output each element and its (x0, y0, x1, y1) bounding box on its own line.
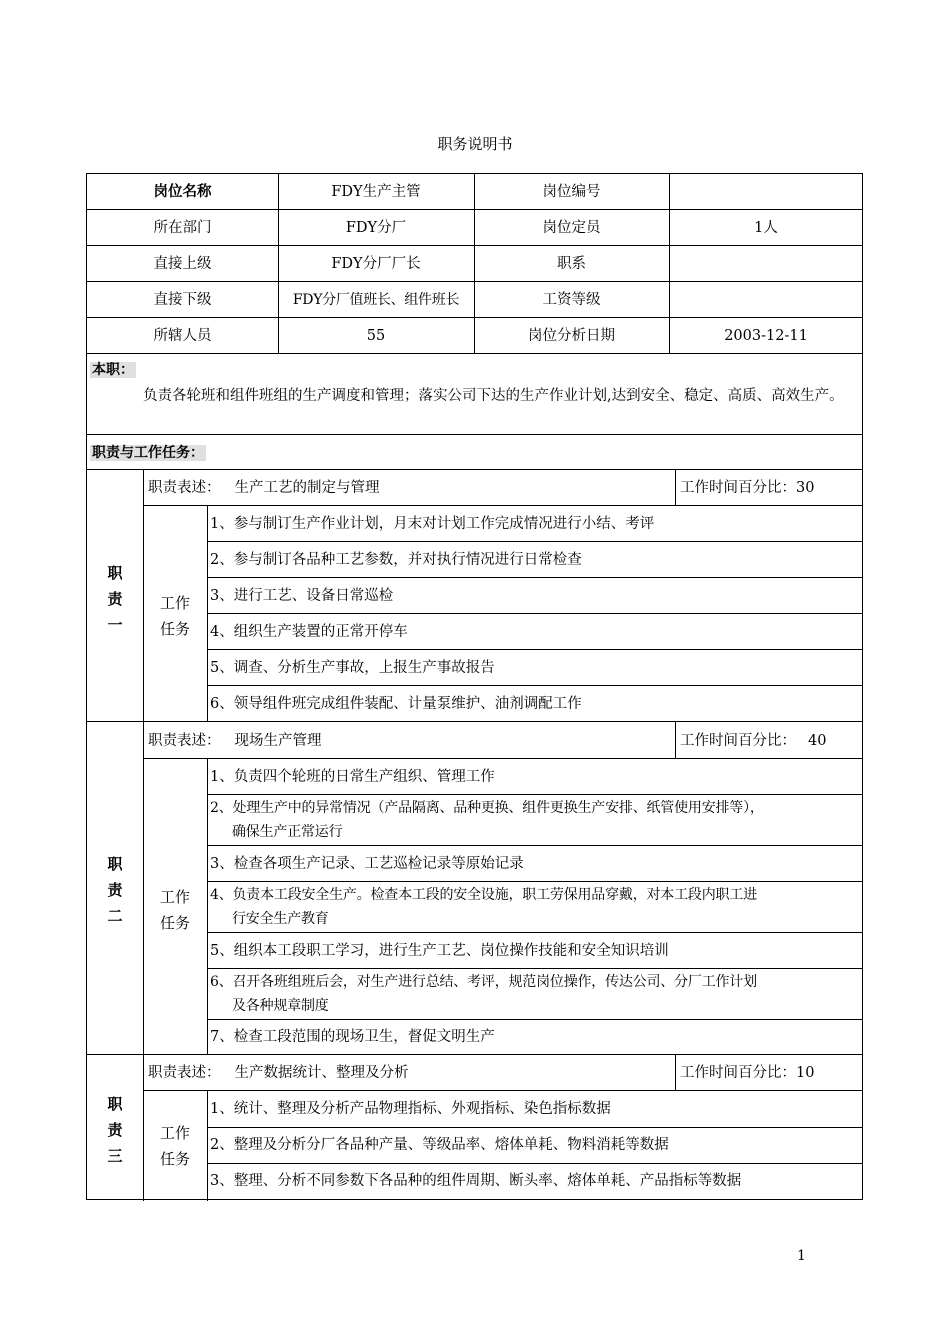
value-job-series (669, 246, 863, 282)
duty-2-desc-value: 现场生产管理 (234, 732, 322, 749)
work-label: 工作 (159, 888, 190, 906)
value-position-id (669, 174, 863, 210)
duty-3-task-3: 3、整理、分析不同参数下各品种的组件周期、断头率、熔体单耗、产品指标等数据 (210, 1173, 742, 1189)
duty-3-work-task-label (143, 1120, 207, 1172)
duty-2-task-4 (207, 883, 863, 931)
work-label: 工作 (159, 594, 190, 612)
value-analysis-date: 2003-12-11 (724, 328, 808, 344)
duty-2-char-1: 职 (107, 855, 123, 873)
duty-2-task-2-line2: 确保生产正常运行 (232, 824, 343, 840)
duty-1-task-5: 5、调查、分析生产事故，上报生产事故报告 (210, 660, 495, 676)
value-department: FDY分厂 (345, 220, 407, 236)
duty-2-task-4-line1: 4、负责本工段安全生产。检查本工段的安全设施，职工劳保用品穿戴，对本工段内职工进 (210, 887, 757, 903)
summary-text: 负责各轮班和组件班组的生产调度和管理；落实公司下达的生产作业计划,达到安全、稳定、高质、高效生产。 (143, 388, 844, 404)
duty-2-task-4-line2: 行安全生产教育 (232, 911, 329, 927)
duty-1-char-2: 责 (107, 590, 123, 608)
duty-2-task-6-line1: 6、召开各班组班后会，对生产进行总结、考评，规范岗位操作，传达公司、分厂工作计划 (210, 974, 757, 990)
duty-3-name (87, 1091, 143, 1169)
duty-2-task-6-line2: 及各种规章制度 (232, 998, 329, 1014)
duty-3-char-2: 责 (107, 1121, 123, 1139)
duty-3-pct-label: 工作时间百分比： (680, 1065, 796, 1081)
summary-heading-wrap (90, 360, 136, 380)
duty-3-char-1: 职 (107, 1095, 123, 1113)
duty-1-task-6: 6、领导组件班完成组件装配、计量泵维护、油剂调配工作 (210, 696, 582, 712)
duty-1-desc-value: 生产工艺的制定与管理 (234, 480, 380, 496)
label-salary-grade: 工资等级 (542, 292, 601, 308)
task-label: 任务 (159, 1150, 190, 1168)
duty-2-task-2-line1: 2、处理生产中的异常情况（产品隔离、品种更换、组件更换生产安排、纸管使用安排等）， (210, 800, 764, 816)
duty-2-task-3: 3、检查各项生产记录、工艺巡检记录等原始记录 (210, 856, 524, 872)
duty-1-task-4: 4、组织生产装置的正常开停车 (210, 624, 408, 640)
label-staff-count: 所辖人员 (153, 328, 212, 344)
duty-2-task-6 (207, 970, 863, 1018)
duty-1-task-2: 2、参与制订各品种工艺参数，并对执行情况进行日常检查 (210, 552, 582, 568)
duty-1-char-3: 一 (107, 616, 123, 634)
duty-1-task-1: 1、参与制订生产作业计划，月末对计划工作完成情况进行小结、考评 (210, 516, 655, 532)
duty-3-description (143, 1055, 675, 1091)
duty-1-task-3: 3、进行工艺、设备日常巡检 (210, 588, 394, 604)
duties-heading-wrap (90, 443, 206, 463)
duty-1-pct-label: 工作时间百分比： (680, 480, 796, 496)
label-headcount: 岗位定员 (542, 220, 601, 236)
duty-2-task-7: 7、检查工段范围的现场卫生，督促文明生产 (210, 1029, 495, 1045)
duty-3-char-3: 三 (107, 1147, 123, 1165)
duty-2-task-5: 5、组织本工段职工学习，进行生产工艺、岗位操作技能和安全知识培训 (210, 943, 669, 959)
duties-heading: 职责与工作任务： (92, 445, 204, 461)
label-direct-subordinates: 直接下级 (153, 292, 212, 308)
label-position-id: 岗位编号 (542, 184, 601, 200)
value-headcount: 1人 (754, 220, 778, 236)
label-department: 所在部门 (153, 220, 212, 236)
duty-3-time-pct (675, 1055, 863, 1091)
duty-2-char-2: 责 (107, 881, 123, 899)
value-salary-grade (669, 282, 863, 318)
label-direct-supervisor: 直接上级 (153, 256, 212, 272)
duty-2-description (143, 722, 675, 759)
duty-2-task-2 (207, 796, 863, 844)
duty-1-name (87, 560, 143, 638)
duty-1-desc-label: 职责表述： (148, 480, 221, 496)
duty-1-char-1: 职 (107, 564, 123, 582)
label-analysis-date: 岗位分析日期 (528, 328, 615, 344)
duty-3-desc-value: 生产数据统计、整理及分析 (234, 1065, 409, 1081)
value-direct-supervisor: FDY分厂厂长 (331, 256, 421, 272)
duty-1-pct-value: 30 (796, 480, 815, 496)
duty-1-time-pct (675, 470, 863, 506)
duty-2-char-3: 二 (107, 907, 123, 925)
duty-2-desc-label: 职责表述： (148, 732, 221, 749)
duty-2-pct-value: 40 (808, 732, 827, 749)
duty-2-name (87, 851, 143, 929)
duty-3-pct-value: 10 (796, 1065, 815, 1081)
duty-3-desc-label: 职责表述： (148, 1065, 221, 1081)
label-job-series: 职系 (557, 256, 586, 272)
job-description-table (86, 173, 863, 1200)
duty-1-description (143, 470, 675, 506)
duty-2-pct-label: 工作时间百分比： (680, 732, 796, 749)
summary-heading: 本职： (92, 362, 134, 378)
duty-2-task-1: 1、负责四个轮班的日常生产组织、管理工作 (210, 769, 495, 785)
duty-2-time-pct (675, 722, 863, 759)
value-position-name: FDY生产主管 (331, 184, 421, 200)
document-title: 职务说明书 (437, 135, 513, 153)
page-number: 1 (797, 1248, 806, 1264)
work-label: 工作 (159, 1124, 190, 1142)
duty-2-work-task-label (143, 884, 207, 936)
duty-3-task-2: 2、整理及分析分厂各品种产量、等级品率、熔体单耗、物料消耗等数据 (210, 1137, 669, 1153)
value-direct-subordinates: FDY分厂值班长、组件班长 (292, 292, 460, 308)
label-position-name: 岗位名称 (153, 184, 212, 200)
task-label: 任务 (159, 620, 190, 638)
value-staff-count: 55 (366, 328, 386, 344)
task-label: 任务 (159, 914, 190, 932)
duty-1-work-task-label (143, 590, 207, 642)
duty-3-task-1: 1、统计、整理及分析产品物理指标、外观指标、染色指标数据 (210, 1101, 611, 1117)
